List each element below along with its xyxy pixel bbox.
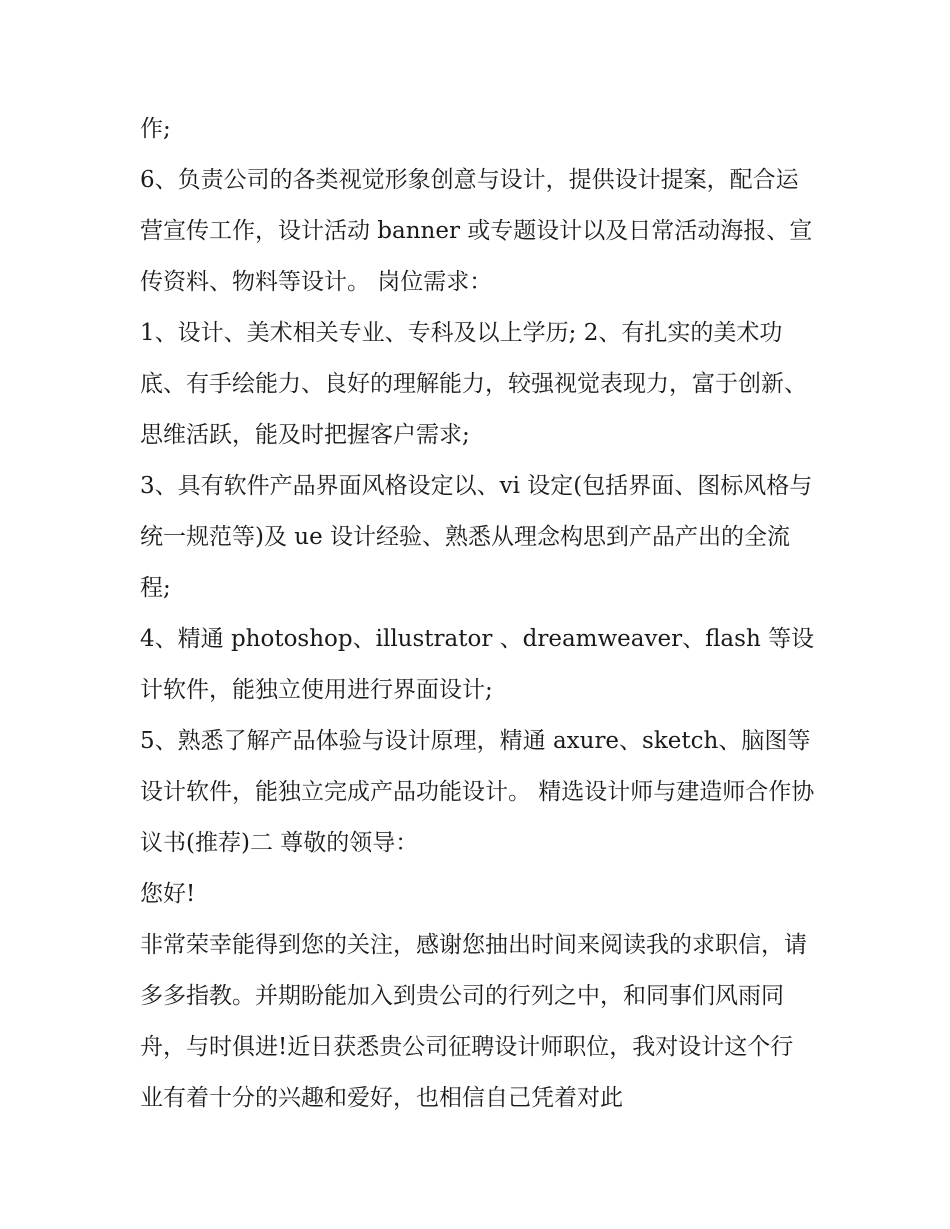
paragraph-greeting: 您好! (140, 881, 196, 907)
paragraph-requirement-3: 3、具有软件产品界面风格设定以、vi 设定(包括界面、图标风格与统一规范等)及 ue 设计经验、熟悉从理念构思到产品产出的全流程; (140, 473, 813, 601)
paragraph-continuation: 作; (140, 116, 171, 142)
paragraph-letter-body: 非常荣幸能得到您的关注，感谢您抽出时间来阅读我的求职信，请多多指教。并期盼能加入到贵公司的行列之中，和同事们风雨同舟，与时俱进!近日获悉贵公司征聘设计师职位，我对设计这个行业有着十分的兴趣和爱好，也相信自己凭着对此 (140, 932, 807, 1111)
document-body (140, 104, 816, 1124)
paragraph-requirement-1-2: 1、设计、美术相关专业、专科及以上学历; 2、有扎实的美术功底、有手绘能力、良好的理解能力，较强视觉表现力，富于创新、思维活跃，能及时把握客户需求; (140, 320, 807, 448)
paragraph-duty-6: 6、负责公司的各类视觉形象创意与设计，提供设计提案，配合运营宣传工作，设计活动 banner 或专题设计以及日常活动海报、宣传资料、物料等设计。 岗位需求： (140, 167, 813, 295)
paragraph-requirement-5: 5、熟悉了解产品体验与设计原理，精通 axure、sketch、脑图等设计软件，能独立完成产品功能设计。 精选设计师与建造师合作协议书(推荐)二 尊敬的领导： (140, 728, 815, 856)
paragraph-requirement-4: 4、精通 photoshop、illustrator 、dreamweaver、flash 等设计软件，能独立使用进行界面设计; (140, 626, 815, 703)
